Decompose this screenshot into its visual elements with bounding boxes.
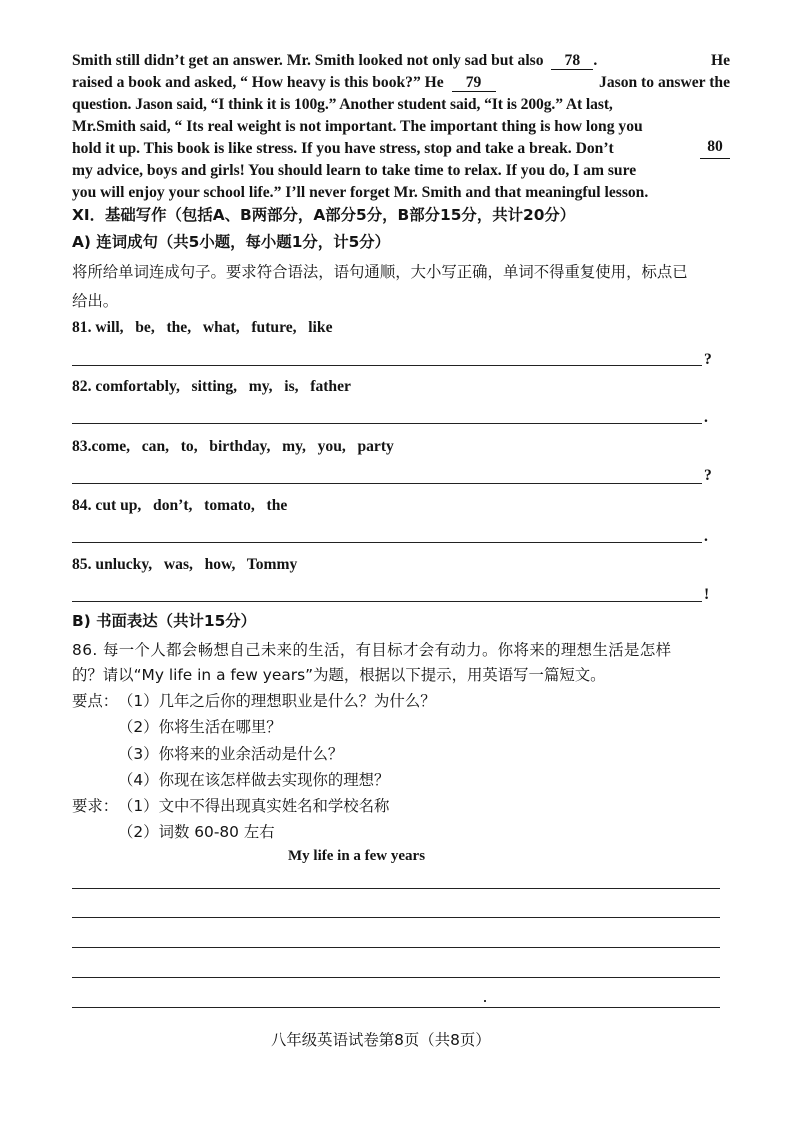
question-82 bbox=[72, 377, 351, 397]
end-punctuation: ? bbox=[704, 351, 712, 368]
essay-title: My life in a few years bbox=[288, 848, 426, 864]
passage-line-5 bbox=[72, 139, 730, 159]
passage-text: Jason to answer the bbox=[599, 74, 730, 91]
essay-line[interactable] bbox=[72, 888, 720, 889]
requirements-label: 要求： bbox=[72, 797, 119, 815]
answer-line-84[interactable] bbox=[72, 542, 702, 543]
answer-line-81[interactable] bbox=[72, 365, 702, 366]
section-xi-title: XI．基础写作（包括A、B两部分，A部分5分，B部分15分，共计20分） bbox=[72, 206, 576, 224]
part-a-instruction-cont: 给出。 bbox=[72, 292, 119, 310]
question-number: 83. bbox=[72, 438, 92, 455]
answer-line-83[interactable] bbox=[72, 483, 702, 484]
essay-line[interactable] bbox=[72, 917, 720, 918]
answer-line-85[interactable] bbox=[72, 601, 702, 602]
end-punctuation: . bbox=[704, 528, 708, 545]
question-words: unlucky, was, how, Tommy bbox=[95, 556, 298, 573]
question-85 bbox=[72, 555, 297, 575]
blank-80[interactable]: 80 bbox=[700, 139, 730, 159]
answer-line-82[interactable] bbox=[72, 423, 702, 424]
passage-line-4: Mr.Smith said, “ Its real weight is not important. The important thing is how long you bbox=[72, 118, 643, 135]
passage-text: raised a book and asked, “ How heavy is this book?” He bbox=[72, 74, 444, 91]
essay-line[interactable] bbox=[72, 947, 720, 948]
question-83 bbox=[72, 437, 394, 457]
passage-text: Smith still didn’t get an answer. Mr. Smith looked not only sad but also bbox=[72, 52, 544, 69]
part-b-title: B) 书面表达（共计15分） bbox=[72, 612, 257, 630]
point-item: （1）几年之后你的理想职业是什么？为什么？ bbox=[118, 692, 436, 710]
question-words: cut up, don’t, tomato, the bbox=[95, 497, 288, 514]
passage-line-1 bbox=[72, 51, 730, 71]
part-a-title: A) 连词成句（共5小题，每小题1分，计5分） bbox=[72, 233, 391, 251]
essay-line[interactable] bbox=[72, 1007, 720, 1008]
point-item: （3）你将来的业余活动是什么？ bbox=[118, 745, 344, 763]
passage-line-6: my advice, boys and girls! You should learn to take time to relax. If you do, I am sure bbox=[72, 162, 637, 179]
passage-text: hold it up. This book is like stress. If you have stress, stop and take a break. Don’t bbox=[72, 140, 614, 157]
stray-dot bbox=[484, 1000, 486, 1002]
point-item: （4）你现在该怎样做去实现你的理想？ bbox=[118, 771, 390, 789]
task-86-prompt: 86. 每一个人都会畅想自己未来的生活，有目标才会有动力。你将来的理想生活是怎样 bbox=[72, 641, 672, 659]
question-words: comfortably, sitting, my, is, father bbox=[95, 378, 351, 395]
question-81 bbox=[72, 318, 333, 338]
end-punctuation: . bbox=[704, 409, 708, 426]
requirement-item: （2）词数 60-80 左右 bbox=[118, 823, 275, 841]
requirement-item: （1）文中不得出现真实姓名和学校名称 bbox=[118, 797, 390, 815]
end-punctuation: ! bbox=[704, 586, 710, 603]
blank-78[interactable]: 78 bbox=[551, 53, 593, 70]
part-a-instruction: 将所给单词连成句子。要求符合语法，语句通顺，大小写正确，单词不得重复使用，标点已 bbox=[72, 263, 688, 281]
question-number: 85. bbox=[72, 556, 92, 573]
page-footer: 八年级英语试卷第8页（共8页） bbox=[271, 1031, 491, 1049]
question-number: 84. bbox=[72, 497, 92, 514]
end-punctuation: ? bbox=[704, 467, 712, 484]
question-number: 81. bbox=[72, 319, 92, 336]
question-words: come, can, to, birthday, my, you, party bbox=[91, 438, 394, 455]
passage-line-2 bbox=[72, 73, 730, 93]
passage-line-3: question. Jason said, “I think it is 100g.” Another student said, “It is 200g.” At last, bbox=[72, 96, 613, 113]
essay-line[interactable] bbox=[72, 977, 720, 978]
passage-line-7: you will enjoy your school life.” I’ll never forget Mr. Smith and that meaningful lesson. bbox=[72, 184, 649, 201]
question-words: will, be, the, what, future, like bbox=[95, 319, 333, 336]
blank-79[interactable]: 79 bbox=[452, 75, 496, 92]
passage-text: He bbox=[710, 52, 730, 69]
point-item: （2）你将生活在哪里？ bbox=[118, 718, 282, 736]
question-number: 82. bbox=[72, 378, 92, 395]
points-label: 要点： bbox=[72, 692, 119, 710]
question-84 bbox=[72, 496, 287, 516]
passage-text: . bbox=[593, 52, 598, 69]
task-86-prompt-cont: 的？请以“My life in a few years”为题，根据以下提示，用英语写一篇短文。 bbox=[72, 666, 606, 684]
